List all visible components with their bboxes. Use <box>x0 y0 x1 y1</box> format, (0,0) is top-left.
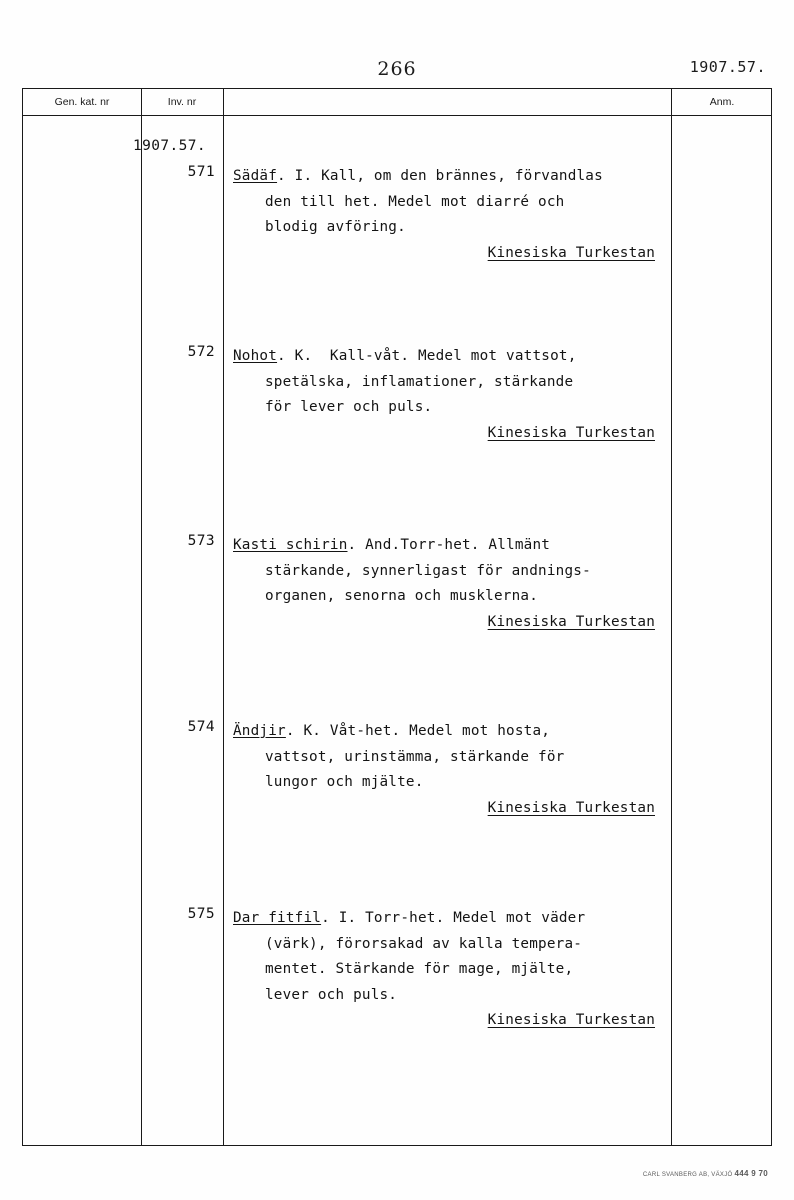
entry-line: (värk), förorsakad av kalla tempera- <box>265 935 583 952</box>
entry-line: . K. Våt-het. Medel mot hosta, <box>285 723 551 739</box>
entry-description <box>233 344 671 446</box>
entry-line: lungor och mjälte. <box>265 774 424 790</box>
entry-origin: Kinesiska Turkestan <box>487 613 655 630</box>
entry-line: mentet. Stärkande för mage, mjälte, <box>265 961 574 977</box>
entry-line: lever och puls. <box>265 986 398 1003</box>
printer-name: CARL SVANBERG AB, VÄXJÖ <box>642 1172 733 1178</box>
entry-origin: Kinesiska Turkestan <box>487 244 655 261</box>
ledger-table <box>22 88 772 1146</box>
entry-line: vattsot, urinstämma, stärkande för <box>265 748 565 765</box>
entry-title: Nohot <box>233 348 278 364</box>
entry-title: Dar fitfil <box>233 910 322 926</box>
column-header-gen-kat-nr: Gen. kat. nr <box>54 96 110 108</box>
column-header-anm: Anm. <box>709 96 735 108</box>
entry-title: Ändjir <box>233 723 286 739</box>
printer-code: 444 9 70 <box>734 1169 768 1178</box>
entry-description <box>233 533 671 635</box>
entry-line: stärkande, synnerligast för andnings- <box>265 562 591 579</box>
inv-nr-value: 571 <box>187 164 215 180</box>
year-label: 1907.57. <box>133 138 207 154</box>
entry-title: Sädäf <box>233 168 278 184</box>
entry-origin: Kinesiska Turkestan <box>487 1012 655 1028</box>
inv-nr-value: 575 <box>187 906 215 922</box>
entry-title: Kasti schirin <box>233 537 348 553</box>
entry-line: . I. Kall, om den brännes, förvandlas <box>277 168 603 184</box>
page-number: 266 <box>377 58 417 80</box>
entry-line: organen, senorna och musklerna. <box>265 588 539 604</box>
catalog-reference: 1907.57. <box>689 58 766 76</box>
entry-description <box>233 164 671 266</box>
table-body <box>23 116 771 1145</box>
entry-line: . And.Torr-het. Allmänt <box>347 537 551 553</box>
column-header-inv-nr: Inv. nr <box>167 96 197 108</box>
entry-origin: Kinesiska Turkestan <box>487 424 655 441</box>
entry-line: blodig avföring. <box>265 219 406 235</box>
printer-mark <box>643 1169 768 1178</box>
entry-line: . I. Torr-het. Medel mot väder <box>321 910 586 926</box>
inv-nr-value: 574 <box>187 719 215 735</box>
entry-description <box>233 719 671 821</box>
entry-line: spetälska, inflamationer, stärkande <box>265 373 574 390</box>
entry-origin: Kinesiska Turkestan <box>487 799 655 816</box>
entry-description <box>233 906 671 1034</box>
inv-nr-value: 573 <box>187 533 215 549</box>
entry-line: den till het. Medel mot diarré och <box>265 193 565 210</box>
inv-nr-value: 572 <box>187 344 215 360</box>
entry-line: . K. Kall-våt. Medel mot vattsot, <box>277 348 577 364</box>
entry-line: för lever och puls. <box>265 399 433 415</box>
